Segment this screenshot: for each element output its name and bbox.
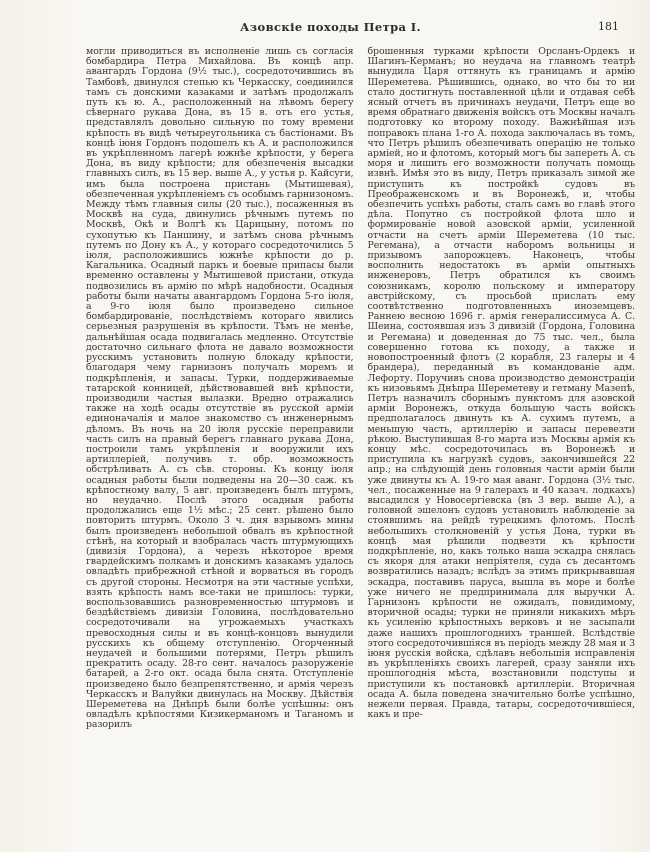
text-column-right: брошенныя турками крѣпости Орсланъ-Ордекъ и Шагинъ-Керманъ; но неудача на главномъ театрѣ вынудила Царя оттянуть къ границамъ и армію Шереметева. Рѣшившись, однако, во что бы то ни стало достигнуть поставленной цѣли и отдавая себѣ ясный отчетъ въ причинахъ неудачи, Петръ еще во время обратнаго движенія войскъ отъ Москвы началъ подготовку ко второму походу. Важнѣйшая изъ поправокъ плана 1-го А. похода заключалась въ томъ, что Петръ рѣшилъ обезпечивать операцію не только арміей, но и флотомъ, который могъ бы запереть А. съ моря и лишить его возможности получать помощь извнѣ. Имѣя это въ виду, Петръ приказалъ зимой же приступить къ постройкѣ судовъ въ Преображенскомъ и въ Воронежѣ, и, чтобы обезпечить успѣхъ работы, сталъ самъ во главѣ этого дѣла. Попутно съ постройкой флота шло и формированіе новой азовской арміи, усиленной отчасти на счетъ арміи Шереметева (10 тыс. Регемана), а отчасти наборомъ вольницы и призывомъ запорожцевъ. Наконецъ, чтобы восполнить недостатокъ въ арміи опытныхъ инженеровъ, Петръ обратился къ своимъ союзникамъ, королю польскому и императору австрійскому, съ просьбой прислать ему соотвѣтственно подготовленныхъ иноземцевъ. Раннею весною 1696 г. армія генералиссимуса А. С. Шеина, состоявшая изъ 3 дивизій (Гордона, Головина и Регемана) и доведенная до 75 тыс. чел., была совершенно готова къ походу, а также и новопостроенный флотъ (2 корабля, 23 галеры и 4 брандера), переданный въ командованіе адм. Лефорту. Поручивъ снова производство демонстраціи къ низовьямъ Днѣпра Шереметеву и гетману Мазепѣ, Петръ назначилъ сборнымъ пунктомъ для азовской арміи Воронежъ, откуда большую часть войскъ предполагалось двинуть къ А. сухимъ путемъ, а меньшую часть, артиллерію и запасы перевезти рѣкою. Выступившая 8-го марта изъ Москвы армія къ концу мѣс. сосредоточилась въ Воронежѣ и приступила къ нагрузкѣ судовъ, закончившейся 22 апр.; на слѣдующій день головныя части арміи были уже двинуты къ А. 19-го мая аванг. Гордона (3½ тыс. чел., посаженные на 9 галерахъ и 40 казач. лодкахъ) высадился у Новосергіевска (въ 3 вер. выше А.), а головной эшелонъ судовъ установилъ наблюденіе за стоявшимъ на рейдѣ турецкимъ флотомъ. Послѣ небольшихъ столкновеній у устья Дона, турки въ концѣ мая рѣшили подвезти къ крѣпости подкрѣпленіе, но, какъ только наша эскадра снялась съ якоря для атаки непріятеля, суда съ десантомъ возвратились назадъ; вслѣдъ за этимъ прикрывавшая эскадра, поставивъ паруса, вышла въ море и болѣе уже ничего не предпринимала для выручки А. Гарнизонъ крѣпости не ожидалъ, повидимому, вторичной осады; турки не приняли никакихъ мѣръ къ усиленію крѣпостныхъ верковъ и не засыпали даже нашихъ прошлогоднихъ траншей. Вслѣдствіе этого сосредоточившіяся въ періодъ между 28 мая и 3 іюня русскія войска, сдѣлавъ небольшія исправленія въ укрѣпленіяхъ своихъ лагерей, сразу заняли ихъ прошлогоднія мѣста, возстановили подступы и приступили къ постановкѣ артиллеріи. Вторичная осада А. была поведена значительно болѣе успѣшно, нежели первая. Правда, татары, сосредоточившіеся, какъ и пре- [367,46,635,721]
text-column-left: могли приводиться въ исполненіе лишь съ согласія бомбардира Петра Михайлова. Въ концѣ апр. авангардъ Гордона (9½ тыс.), сосредоточившись въ Тамбовѣ, двинулся степью къ Черкасску, соединился тамъ съ донскими казаками и затѣмъ продолжалъ путь къ ю. А., расположенный на лѣвомъ берегу сѣвернаго рукава Дона, въ 15 в. отъ его устья, представлялъ довольно сильную по тому времени крѣпость въ видѣ четыреугольника съ бастіонами. Въ концѣ іюня Гордонъ подошелъ къ А. и расположился въ укрѣпленномъ лагерѣ южнѣе крѣпости, у берега Дона, въ виду крѣпости; для обезпеченія высадки главныхъ силъ, въ 15 вер. выше А., у устья р. Кайсуги, имъ была построена пристань (Мытишевая), обезпеченная укрѣпленіемъ съ особымъ гарнизономъ. Между тѣмъ главныя силы (20 тыс.), посаженныя въ Москвѣ на суда, двинулись рѣчнымъ путемъ по Москвѣ, Окѣ и Волгѣ къ Царицыну, потомъ по сухопутью къ Паншину, и затѣмъ снова рѣчнымъ путемъ по Дону къ А., у котораго сосредоточились 5 іюля, расположившись южнѣе крѣпости до р. Кагальника. Осадный паркъ и боевые припасы были временно оставлены у Мытишевой пристани, откуда подвозились въ армію по мѣрѣ надобности. Осадныя работы были начаты авангардомъ Гордона 5-го іюля, а 9-го іюля было произведено сильное бомбардированіе, послѣдствіемъ котораго явились серьезныя разрушенія въ крѣпости. Тѣмъ не менѣе, дальнѣйшая осада подвигалась медленно. Отсутствіе достаточно сильнаго флота не давало возможности русскимъ установить полную блокаду крѣпости, благодаря чему гарнизонъ получалъ моремъ и подкрѣпленія, и запасы. Турки, поддерживаемые татарской конницей, дѣйствовавшей внѣ крѣпости, производили частыя вылазки. Вредно отражались также на ходѣ осады отсутствіе въ русской арміи единоначалія и малое знакомство съ инженернымъ дѣломъ. Въ ночь на 20 іюля русскіе переправили часть силъ на правый берегъ главнаго рукава Дона, построили тамъ укрѣпленія и вооружили ихъ артиллеріей, получивъ т. обр. возможность обстрѣливать А. съ сѣв. стороны. Къ концу іюля осадныя работы были подведены на 20—30 саж. къ крѣпостному валу, 5 авг. произведенъ былъ штурмъ, но неудачно. Послѣ этого осадныя работы продолжались еще 1½ мѣс.; 25 сент. рѣшено было повторить штурмъ. Около 3 ч. дня взрывомъ мины былъ произведенъ небольшой обвалъ въ крѣпостной стѣнѣ, на который и взобралась часть штурмующихъ (дивизія Гордона), а черезъ нѣкоторое время гвардейскимъ полкамъ и донскимъ казакамъ удалось овладѣть прибрежной стѣной и ворваться въ городъ съ другой стороны. Несмотря на эти частные успѣхи, взять крѣпость намъ все-таки не пришлось: турки, воспользовавшись разновременностью штурмовъ и бездѣйствіемъ дивизіи Головина, послѣдовательно сосредоточивали на угрожаемыхъ участкахъ превосходныя силы и въ концѣ-концовъ вынудили русскихъ къ общему отступленію. Огорченный неудачей и большими потерями, Петръ рѣшилъ прекратить осаду. 28-го сент. началось разоруженіе батарей, а 2-го окт. осада была снята. Отступленіе произведено было безпрепятственно, и армія черезъ Черкасскъ и Валуйки двинулась на Москву. Дѣйствія Шереметева на Днѣпрѣ были болѣе успѣшны: онъ овладѣлъ крѣпостями Кизикерманомъ и Таганомъ и разорилъ [86,46,354,731]
page-number: 181 [598,20,619,33]
running-title: Азовскіе походы Петра I. [240,20,421,34]
page-header [86,20,635,38]
text-columns [86,47,635,731]
